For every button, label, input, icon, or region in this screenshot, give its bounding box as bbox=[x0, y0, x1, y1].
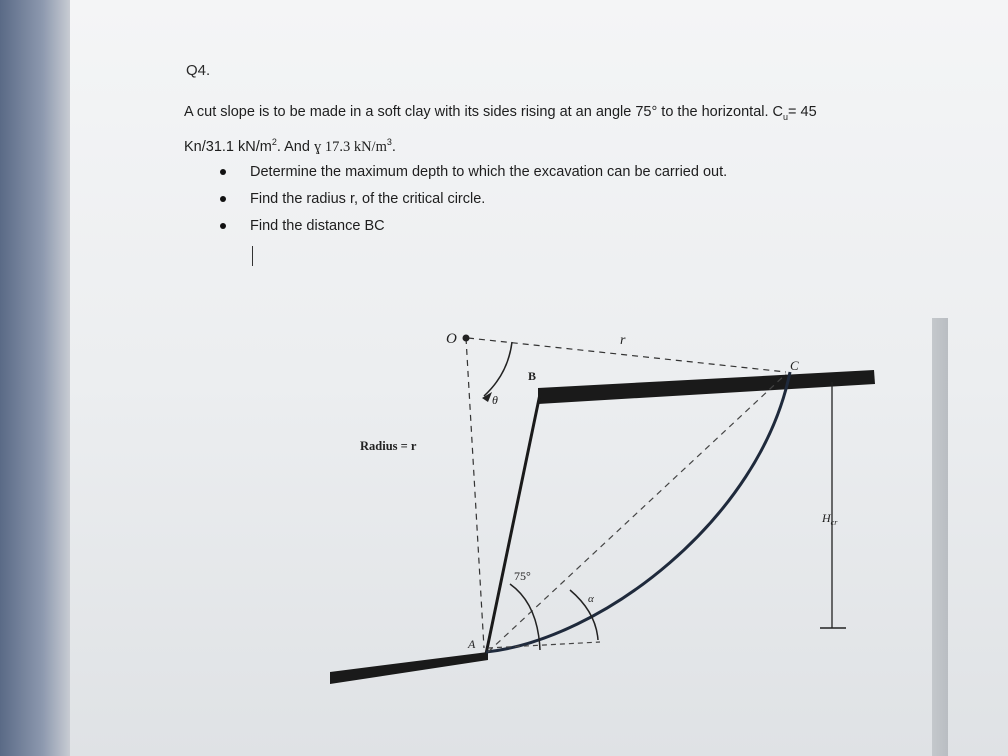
label-r: r bbox=[620, 333, 626, 348]
statement-line1: A cut slope is to be made in a soft clay with its sides rising at an angle 75° to the horizontal. C bbox=[184, 104, 784, 120]
label-a: A bbox=[468, 637, 476, 651]
radius-line-oc bbox=[468, 338, 786, 372]
label-hcr-sub: cr bbox=[830, 518, 838, 527]
statement-sup-2: 2 bbox=[271, 136, 277, 147]
slope-face bbox=[486, 394, 540, 654]
label-angle-75: 75° bbox=[514, 569, 531, 583]
label-alpha: α bbox=[588, 593, 594, 605]
label-hcr bbox=[821, 511, 838, 527]
chord-line-ac bbox=[488, 374, 786, 652]
statement-and: . And bbox=[276, 138, 314, 155]
statement-end: . bbox=[391, 138, 396, 155]
toe-reference-line bbox=[488, 642, 600, 648]
task-text: Determine the maximum depth to which the excavation can be carried out. bbox=[250, 164, 728, 180]
radius-line-oa bbox=[466, 338, 484, 648]
statement-sub-u: u bbox=[783, 111, 789, 122]
statement-sup-3: 3 bbox=[386, 136, 392, 147]
toe-ground bbox=[330, 652, 488, 684]
question-number: Q4. bbox=[186, 62, 211, 79]
statement-cu-value: = 45 bbox=[788, 104, 817, 120]
center-point bbox=[463, 335, 470, 342]
task-text: Find the radius r, of the critical circle. bbox=[250, 191, 486, 207]
label-hcr-main: H bbox=[822, 511, 831, 525]
label-theta: θ bbox=[492, 393, 498, 407]
angle-arc-theta bbox=[484, 342, 512, 396]
label-o: O bbox=[446, 331, 457, 347]
label-radius: Radius = r bbox=[360, 439, 417, 453]
label-b: B bbox=[528, 369, 537, 383]
crest-ground bbox=[538, 370, 875, 404]
label-c: C bbox=[790, 358, 799, 373]
statement-unit-weight: ɣ 17.3 kN/m bbox=[313, 138, 387, 155]
task-text: Find the distance BC bbox=[250, 218, 385, 234]
statement-line2: Kn/31.1 kN/m bbox=[184, 138, 272, 155]
